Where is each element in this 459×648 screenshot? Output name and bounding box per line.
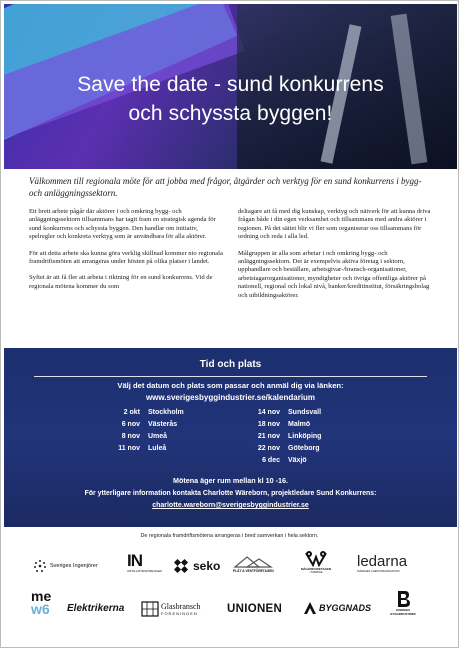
logo-byggnads <box>303 598 371 618</box>
logo-label: PLÅT & VENTFÖRETAGEN <box>233 569 274 573</box>
byggnads-triangle-icon <box>303 601 317 615</box>
logo-mew <box>31 590 63 620</box>
glass-grid-icon <box>141 601 159 617</box>
logo-label: Elektrikerna <box>67 602 125 614</box>
schedule-row <box>104 409 234 419</box>
meeting-hours: Mötena äger rum mellan kl 10 -16. <box>172 476 289 485</box>
logo-label: seko <box>193 559 221 573</box>
logo-installatorsforetagen <box>127 552 162 578</box>
schedule-city: Malmö <box>288 421 311 428</box>
paragraph: Ett brett arbete pågår där aktörer i och omkring bygg- och anläggningssektorn tillsammans har tagit fram en strategisk agenda för sund konkurrens och schyssta byggen. Den handlar om initiativ, spelregler och konkreta verktyg som är användbara för alla aktörer. <box>29 208 216 241</box>
logo-unionen <box>227 599 282 619</box>
schedule-date: 14 nov <box>257 409 280 416</box>
schedule-city: Umeå <box>148 433 168 440</box>
dots-icon <box>33 559 47 573</box>
logo-sublabel: SVERIGES CHEFSORGANISATION <box>357 570 400 573</box>
seko-diamond-icon <box>171 556 191 576</box>
schedule-date: 2 okt <box>123 409 140 416</box>
title-line-2: och schyssta byggen! <box>128 102 333 125</box>
logo-sveriges-byggindustrier <box>383 590 423 620</box>
schedule-row <box>104 421 234 431</box>
schedule-date: 22 nov <box>257 445 280 452</box>
logo-text-group <box>161 602 201 616</box>
schedule-city: Sundsvall <box>288 409 322 416</box>
left-column <box>29 208 224 308</box>
time-and-place-box <box>4 348 457 527</box>
title-line-1: Save the date - sund konkurrens <box>77 73 384 96</box>
schedule-row <box>244 445 374 455</box>
logo-label: Sveriges Ingenjörer <box>50 563 98 569</box>
page-title <box>4 70 457 128</box>
contact-text: För ytterligare information kontakta Charlotte Wäreborn, projektledare Sund Konkurrens: <box>84 490 377 497</box>
schedule-city: Västerås <box>148 421 178 428</box>
schedule-date: 18 nov <box>257 421 280 428</box>
malare-figures-icon <box>303 551 329 567</box>
logo-sublabel: INSTALLATÖRSFÖRETAGEN <box>127 570 163 573</box>
info-heading: Tid och plats <box>199 359 262 370</box>
logo-label: ledarna <box>357 553 408 570</box>
schedule-row <box>104 433 234 443</box>
logo-label: IN <box>127 551 142 570</box>
schedule <box>104 409 384 469</box>
logo-sveriges-ingenjorer <box>33 557 98 575</box>
hero-banner <box>4 4 457 169</box>
schedule-city: Göteborg <box>288 445 320 452</box>
paragraph: Målgruppen är alla som arbetar i och omkring bygg- och anläggningssektorn. Det är exempelvis aktiva företag i sektorn, upphandlare och beställare, arbetsgivar-/bransch-organisationer, arbetstagarorganisationer, myndigheter och övriga offentliga aktörer på nationell, regional och lokal nivå, banker/kreditinstitut, försäkringsbolag och utbildningsaktörer. <box>238 249 430 299</box>
partners-note: De regionala framdriftsmötena arrangeras i bred samverkan i hela sektorn. <box>140 533 319 539</box>
logo-ledarna <box>357 554 407 578</box>
schedule-row <box>244 433 374 443</box>
paragraph: deltagare att få med dig kunskap, verktyg och nätverk för att kunna driva frågan både i din egen verksamhet och tillsammans med andra aktörer i regionen. På det sättet blir vi fler som organiserar oss tillsammans för ordning och reda i alla led. <box>238 208 431 241</box>
schedule-row <box>244 409 374 419</box>
body-columns <box>29 208 433 308</box>
right-column <box>238 208 433 308</box>
schedule-row <box>244 421 374 431</box>
paragraph: Syftet är att få fler att arbeta i riktning för en sund konkurrens. Vid de regionala mötena kommer du som <box>29 274 213 290</box>
registration-link[interactable]: www.sverigesbyggindustrier.se/kalendarium <box>145 393 316 402</box>
logo-label: SVERIGES BYGGINDUSTRIER <box>390 608 416 616</box>
schedule-row <box>104 445 234 455</box>
schedule-row <box>244 457 374 467</box>
choose-text: Välj det datum och plats som passar och anmäl dig via länken: <box>117 381 344 390</box>
intro-text: Välkommen till regionala möte för att jobba med frågor, åtgärder och verktyg för en sund konkurrens i bygg- och anläggningssektorn. <box>29 176 422 198</box>
logo-label: UNIONEN <box>227 603 283 615</box>
sbi-b-icon <box>394 590 412 608</box>
logo-seko <box>171 555 220 577</box>
schedule-date: 11 nov <box>118 445 140 452</box>
logo-sublabel: I SVERIGE <box>309 571 323 574</box>
logo-label: Glasbransch <box>161 602 201 611</box>
logo-label: me <box>31 588 52 604</box>
divider <box>34 376 427 377</box>
schedule-city: Linköping <box>288 433 322 440</box>
schedule-city: Stockholm <box>148 409 184 416</box>
schedule-date: 8 nov <box>121 433 140 440</box>
logo-sublabel: FÖRENINGEN <box>161 611 198 616</box>
logo-label: BYGGNADS <box>319 603 372 613</box>
schedule-date: 6 dec <box>262 457 280 464</box>
paragraph: För att detta arbete ska kunna göra verklig skillnad kommer nio regionala framdriftsmöten att arrangeras under hösten på olika platser i landet. <box>29 249 223 266</box>
schedule-city: Växjö <box>288 457 307 464</box>
schedule-date: 21 nov <box>257 433 280 440</box>
logo-glasbranschforeningen <box>141 598 201 620</box>
logo-label: w6 <box>31 601 50 617</box>
logo-label: MÅLERIFÖRETAGEN <box>301 567 332 571</box>
roof-icon <box>233 553 273 569</box>
contact-email-link[interactable]: charlotte.wareborn@sverigesbyggindustrier.se <box>152 502 309 509</box>
schedule-city: Luleå <box>148 445 167 452</box>
logo-elektrikerna <box>67 599 124 617</box>
logo-plat-ventforetagen <box>233 553 274 579</box>
schedule-date: 6 nov <box>121 421 140 428</box>
logo-maleriforetagen <box>301 551 331 579</box>
